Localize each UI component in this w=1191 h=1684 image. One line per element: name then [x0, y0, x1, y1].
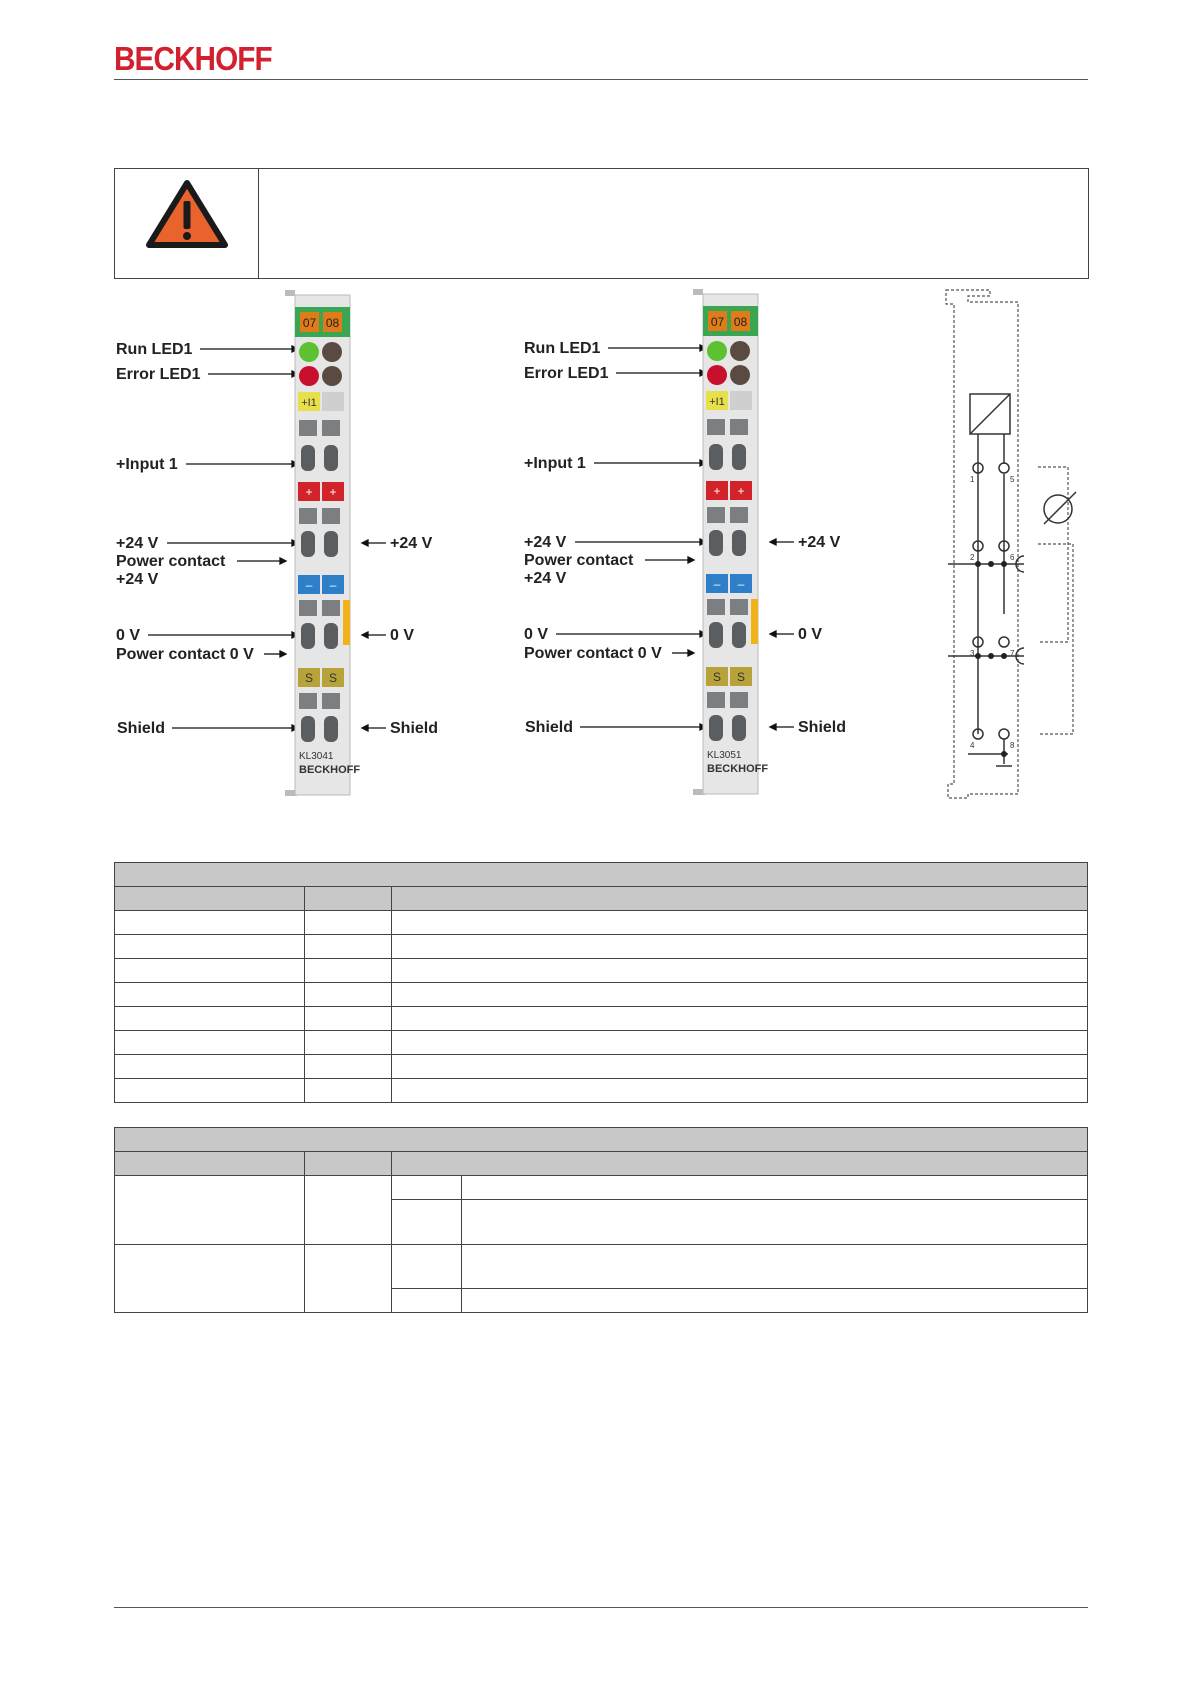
plus-label-2: + — [737, 484, 745, 498]
terminal-3: 3 — [970, 649, 975, 658]
warning-text — [275, 179, 1075, 267]
label-0v-right: 0 V — [798, 626, 823, 643]
led-num-08: 08 — [733, 315, 748, 329]
table-header-cell — [305, 1152, 392, 1176]
table-title-row — [115, 863, 1088, 887]
table-header-cell — [392, 1152, 1088, 1176]
figure-kl3041 — [110, 285, 470, 805]
table-header-cell — [115, 887, 305, 911]
table-row — [115, 1176, 1088, 1200]
header-rule — [114, 79, 1088, 80]
label-input: +Input 1 — [116, 456, 178, 473]
led-num-07: 07 — [710, 315, 725, 329]
table-row — [115, 1055, 1088, 1079]
shield-label-1: S — [712, 670, 722, 684]
table-row — [115, 983, 1088, 1007]
label-24v-right: +24 V — [798, 534, 841, 551]
label-24v-b: +24 V — [116, 571, 159, 588]
figure-kl3051 — [518, 284, 878, 804]
label-0v-right: 0 V — [390, 627, 415, 644]
label-0v: 0 V — [524, 626, 549, 643]
terminal-6: 6 — [1010, 553, 1015, 562]
brand-logo: BECKHOFF — [114, 40, 272, 77]
label-24v: +24 V — [524, 534, 567, 551]
table-header-cell — [115, 1152, 305, 1176]
table-header-cell — [305, 887, 392, 911]
label-power-contact: Power contact — [116, 553, 226, 570]
led-table — [114, 1127, 1088, 1313]
table-row — [115, 959, 1088, 983]
module-model: KL3051 — [707, 750, 742, 761]
label-shield-right: Shield — [390, 720, 439, 737]
label-24v-b: +24 V — [524, 570, 567, 587]
module-kl3051 — [693, 289, 768, 795]
footer-rule — [114, 1607, 1088, 1608]
label-power-contact: Power contact — [524, 552, 634, 569]
label-shield-right: Shield — [798, 719, 847, 736]
table-row — [115, 911, 1088, 935]
terminal-4: 4 — [970, 741, 975, 750]
terminal-5: 5 — [1010, 475, 1015, 484]
minus-label-1: – — [713, 577, 721, 591]
run-led — [707, 341, 727, 361]
table-row — [115, 1079, 1088, 1103]
terminal-8: 8 — [1010, 741, 1015, 750]
label-0v: 0 V — [116, 627, 141, 644]
minus-label-2: – — [329, 578, 337, 592]
terminal-table — [114, 862, 1088, 1103]
shield-label-2: S — [736, 670, 746, 684]
terminal-1: 1 — [970, 475, 975, 484]
minus-label-2: – — [737, 577, 745, 591]
label-24v-right: +24 V — [390, 535, 433, 552]
module-kl3041 — [285, 290, 360, 796]
input-label: +I1 — [301, 397, 317, 409]
table-row — [115, 1007, 1088, 1031]
label-shield: Shield — [525, 719, 574, 736]
plus-label-1: + — [305, 485, 313, 499]
label-run-led: Run LED1 — [116, 341, 193, 358]
label-shield: Shield — [117, 720, 166, 737]
terminal-7: 7 — [1010, 649, 1015, 658]
led-num-07: 07 — [302, 316, 317, 330]
label-power-contact-0v: Power contact 0 V — [116, 646, 254, 663]
warning-divider — [258, 169, 259, 278]
run-led — [299, 342, 319, 362]
label-input: +Input 1 — [524, 455, 586, 472]
warning-box — [114, 168, 1089, 279]
shield-label-2: S — [328, 671, 338, 685]
label-run-led: Run LED1 — [524, 340, 601, 357]
module-model: KL3041 — [299, 751, 334, 762]
shield-label-1: S — [304, 671, 314, 685]
label-error-led: Error LED1 — [524, 365, 609, 382]
terminal-2: 2 — [970, 553, 975, 562]
input-label: +I1 — [709, 396, 725, 408]
label-24v: +24 V — [116, 535, 159, 552]
module-brand: BECKHOFF — [707, 763, 769, 775]
error-led — [299, 366, 319, 386]
warning-triangle-icon — [145, 179, 229, 256]
module-brand: BECKHOFF — [299, 764, 361, 776]
label-error-led: Error LED1 — [116, 366, 201, 383]
minus-label-1: – — [305, 578, 313, 592]
table-row — [115, 935, 1088, 959]
error-led — [707, 365, 727, 385]
led-num-08: 08 — [325, 316, 340, 330]
plus-label-1: + — [713, 484, 721, 498]
table-header-cell — [392, 887, 1088, 911]
plus-label-2: + — [329, 485, 337, 499]
connection-schematic — [938, 284, 1088, 804]
table-row — [115, 1245, 1088, 1289]
table-row — [115, 1031, 1088, 1055]
table-title-row — [115, 1128, 1088, 1152]
label-power-contact-0v: Power contact 0 V — [524, 645, 662, 662]
